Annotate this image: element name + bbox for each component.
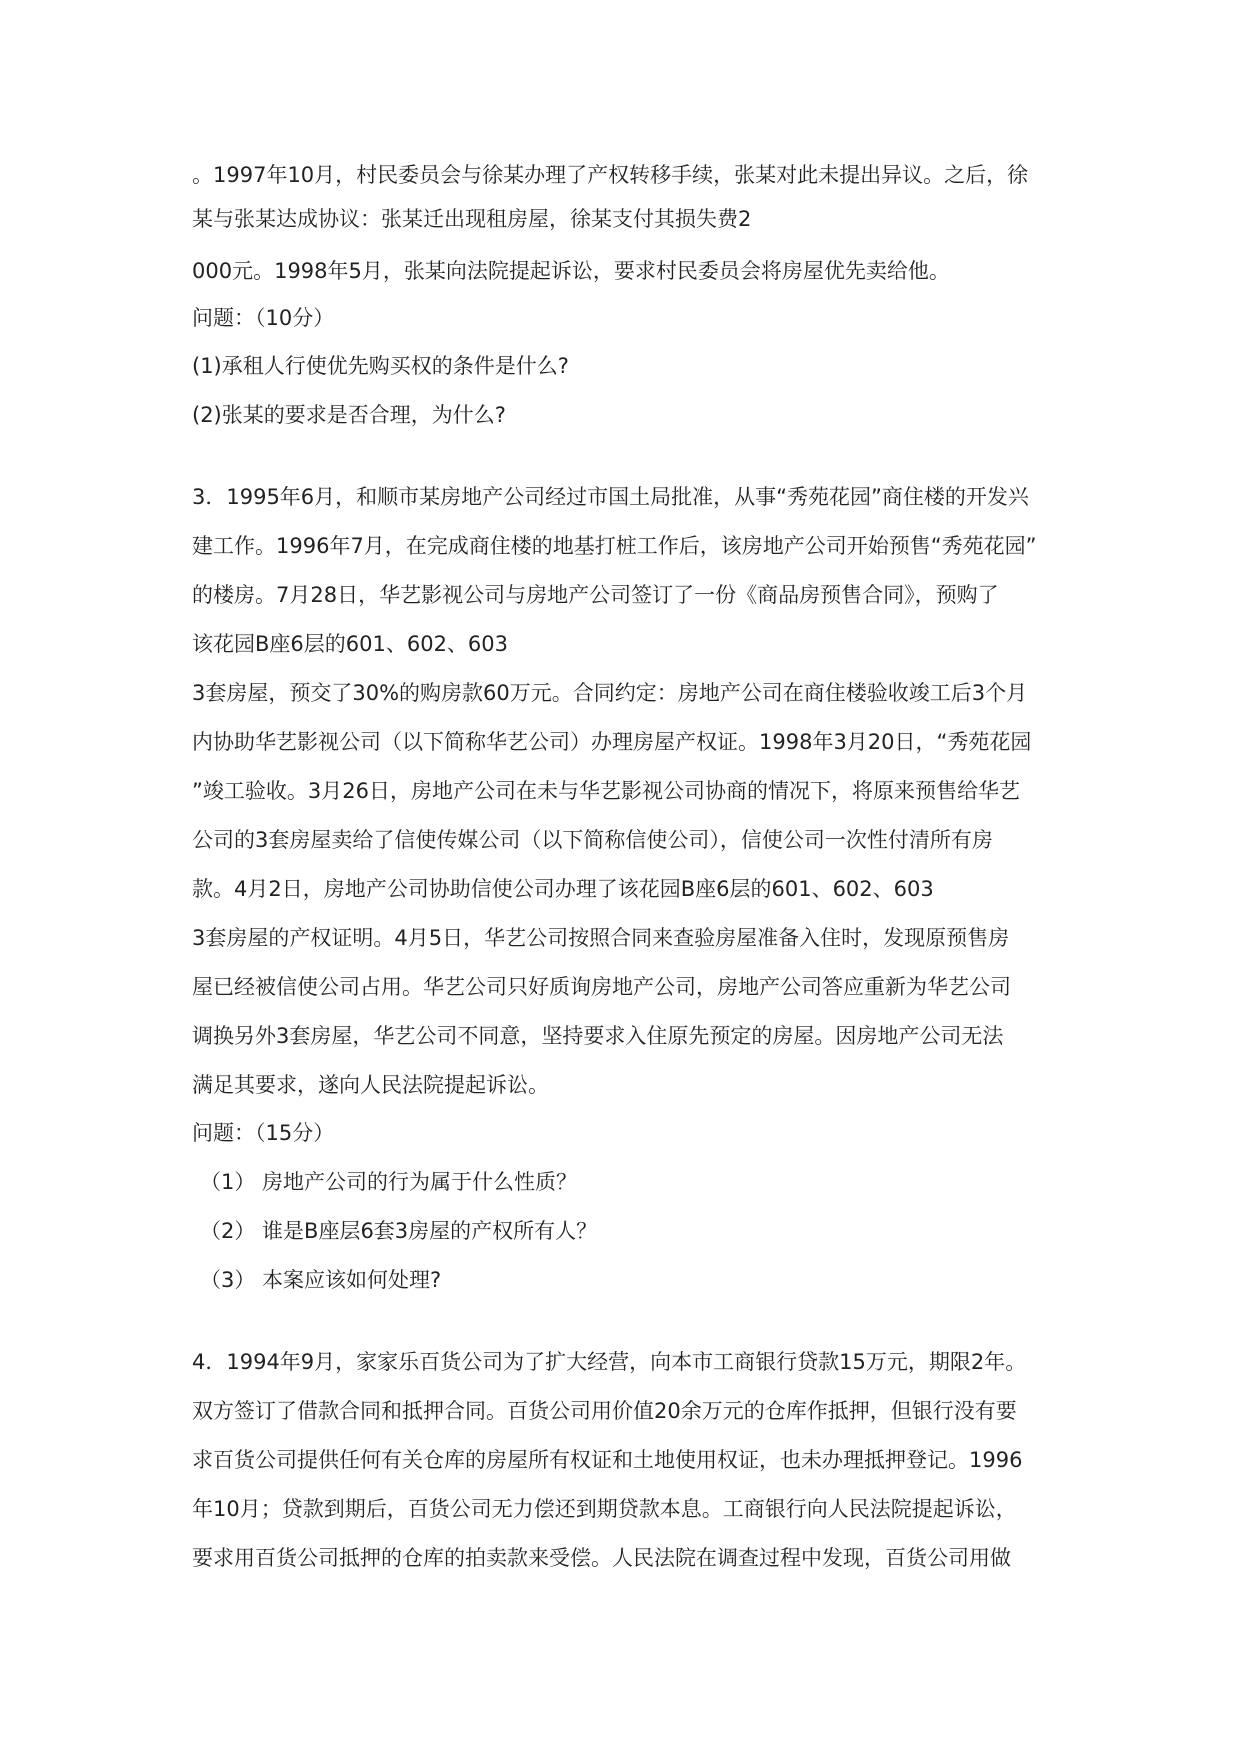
text-line: 双方签订了借款合同和抵押合同。百货公司用价值20余万元的仓库作抵押，但银行没有要	[192, 1399, 1017, 1423]
text-line: 求百货公司提供任何有关仓库的房屋所有权证和土地使用权证，也未办理抵押登记。1996	[192, 1448, 1023, 1472]
case-heading-line: 4．1994年9月，家家乐百货公司为了扩大经营，向本市工商银行贷款15万元，期限2年。	[192, 1350, 1027, 1374]
text-line: 调换另外3套房屋，华艺公司不同意，坚持要求入住原先预定的房屋。因房地产公司无法	[192, 1024, 1004, 1048]
text-line: 公司的3套房屋卖给了信使传媒公司（以下简称信使公司），信使公司一次性付清所有房	[192, 828, 993, 852]
text-line: 年10月；贷款到期后，百货公司无力偿还到期贷款本息。工商银行向人民法院提起诉讼，	[192, 1497, 1017, 1521]
text-line: 款。4月2日，房地产公司协助信使公司办理了该花园B座6层的601、602、603	[192, 877, 934, 901]
text-line: 内协助华艺影视公司（以下简称华艺公司）办理房屋产权证。1998年3月20日，“秀苑花园	[192, 730, 1032, 754]
text-line: 3套房屋的产权证明。4月5日，华艺公司按照合同来查验房屋准备入住时，发现原预售房	[192, 926, 1010, 950]
text-line: 000元。1998年5月，张某向法院提起诉讼，要求村民委员会将房屋优先卖给他。	[192, 259, 950, 283]
text-line: 3套房屋，预交了30%的购房款60万元。合同约定：房地产公司在商住楼验收竣工后3个月	[192, 681, 1028, 705]
question-item: （2） 谁是B座层6套3房屋的产权所有人？	[200, 1219, 598, 1243]
text-line: 某与张某达成协议：张某迁出现租房屋，徐某支付其损失费2	[192, 207, 752, 231]
text-line: 屋已经被信使公司占用。华艺公司只好质询房地产公司，房地产公司答应重新为华艺公司	[192, 975, 1011, 999]
text-line: 该花园B座6层的601、602、603	[192, 632, 509, 656]
text-line: 的楼房。7月28日，华艺影视公司与房地产公司签订了一份《商品房预售合同》，预购了	[192, 583, 999, 607]
text-line: 满足其要求，遂向人民法院提起诉讼。	[192, 1073, 549, 1097]
question-item: (2)张某的要求是否合理，为什么?	[192, 403, 506, 427]
case-heading-line: 3．1995年6月，和顺市某房地产公司经过市国土局批准，从事“秀苑花园”商住楼的开发兴	[192, 485, 1029, 509]
text-line: ”竣工验收。3月26日，房地产公司在未与华艺影视公司协商的情况下，将原来预售给华艺	[192, 779, 1020, 803]
question-item: (1)承租人行使优先购买权的条件是什么?	[192, 354, 569, 378]
section-question-label: 问题：（15分）	[192, 1121, 335, 1145]
text-line: 。1997年10月，村民委员会与徐某办理了产权转移手续，张某对此未提出异议。之后，徐	[192, 163, 1029, 187]
section-question-label: 问题：（10分）	[192, 306, 335, 330]
question-item: （3） 本案应该如何处理?	[200, 1268, 442, 1292]
question-item: （1） 房地产公司的行为属于什么性质？	[200, 1170, 578, 1194]
text-line: 建工作。1996年7月，在完成商住楼的地基打桩工作后，该房地产公司开始预售“秀苑花园”	[192, 534, 1037, 558]
text-line: 要求用百货公司抵押的仓库的拍卖款来受偿。人民法院在调查过程中发现，百货公司用做	[192, 1546, 1011, 1570]
